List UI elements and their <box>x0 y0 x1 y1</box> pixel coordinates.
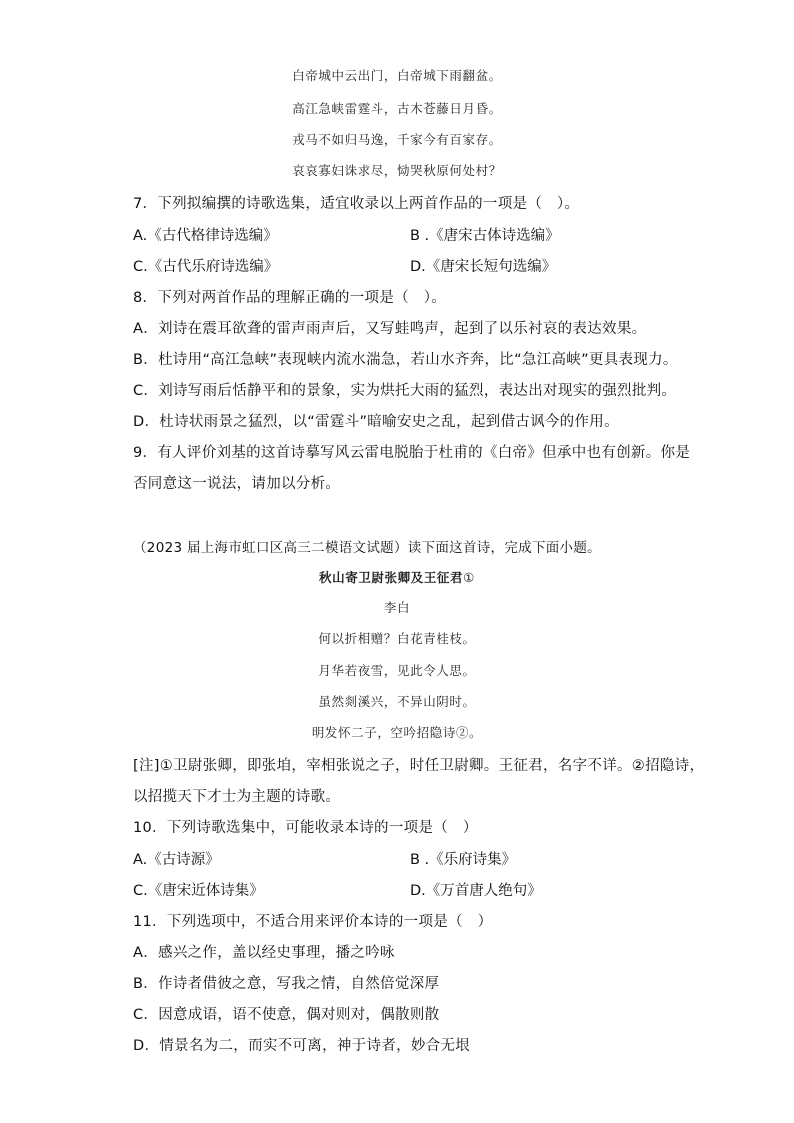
q10-option-b: B .《乐府诗集》 <box>410 852 517 868</box>
poem2-line-4 <box>0 723 794 741</box>
poem2-author: 李白 <box>383 600 411 615</box>
q10-option-c: C.《唐宋近体诗集》 <box>133 883 264 899</box>
poem2-title <box>0 568 794 586</box>
poem1-line-1: 白帝城中云出门，白帝城下雨翻盆。 <box>292 68 502 83</box>
poem1-line-4: 哀哀寡妇诛求尽，恸哭秋原何处村？ <box>292 163 502 178</box>
q9-line-2: 否同意这一说法，请加以分析。 <box>133 476 341 492</box>
q8-option-b: B．杜诗用“高江急峡”表现峡内流水湍急，若山水齐奔，比“急江高峡”更具表现力。 <box>133 352 678 368</box>
poem2-line-2: 月华若夜雪，见此令人思。 <box>318 663 476 678</box>
q11-stem: 11．下列选项中，不适合用来评价本诗的一项是（ ） <box>133 914 493 930</box>
q7-stem: 7．下列拟编撰的诗歌选集，适宜收录以上两首作品的一项是（ ）。 <box>133 196 580 212</box>
q7-option-a: A.《古代格律诗选编》 <box>133 228 278 244</box>
q10-option-d: D.《万首唐人绝句》 <box>410 883 542 899</box>
q10-option-a: A.《古诗源》 <box>133 852 220 868</box>
q9-line-1: 9．有人评价刘基的这首诗摹写风云雷电脱胎于杜甫的《白帝》但承中也有创新。你是 <box>133 445 691 461</box>
poem2-note-line-2: 以招揽天下才士为主题的诗歌。 <box>133 789 341 805</box>
q11-option-a: A．感兴之作，盖以经史事理，播之吟咏 <box>133 945 395 961</box>
q8-option-d: D．杜诗状雨景之猛烈，以“雷霆斗”暗喻安史之乱，起到借古讽今的作用。 <box>133 414 619 430</box>
poem2-line-4-text: 明发怀二子，空吟招隐诗 <box>311 725 456 740</box>
q10-stem: 10．下列诗歌选集中，可能收录本诗的一项是（ ） <box>133 820 478 836</box>
q11-option-d: D．情景名为二，而实不可离，神于诗者，妙合无垠 <box>133 1038 471 1054</box>
q11-option-b: B．作诗者借彼之意，写我之情，自然倍觉深厚 <box>133 976 440 992</box>
q11-option-c: C．因意成语，语不使意，偶对则对，偶散则散 <box>133 1007 440 1023</box>
q7-option-d: D.《唐宋长短句选编》 <box>410 259 557 275</box>
poem2-title-mark: ① <box>463 570 475 585</box>
poem2-title-text: 秋山寄卫尉张卿及王征君 <box>319 570 464 585</box>
poem1-line-3: 戎马不如归马逸，千家今有百家存。 <box>292 132 502 147</box>
poem2-line-1: 何以折相赠？白花青桂枝。 <box>318 631 476 646</box>
q7-option-b: B .《唐宋古体诗选编》 <box>410 228 560 244</box>
poem2-line-4-end: 。 <box>469 725 483 740</box>
q8-stem: 8．下列对两首作品的理解正确的一项是（ ）。 <box>133 290 447 306</box>
section2-intro: （2023 届上海市虹口区高三二模语文试题）读下面这首诗，完成下面小题。 <box>133 540 601 556</box>
q8-option-a: A．刘诗在震耳欲聋的雷声雨声后，又写蛙鸣声，起到了以乐衬哀的表达效果。 <box>133 321 647 337</box>
poem2-line-4-mark: ② <box>455 725 470 740</box>
q8-option-c: C．刘诗写雨后恬静平和的景象，实为烘托大雨的猛烈，表达出对现实的强烈批判。 <box>133 383 677 399</box>
q7-option-c: C.《古代乐府诗选编》 <box>133 259 279 275</box>
poem2-note-line-1: [注]①卫尉张卿，即张垍，宰相张说之子，时任卫尉卿。王征君，名字不详。②招隐诗， <box>133 758 705 774</box>
poem1-line-2: 高江急峡雷霆斗，古木苍藤日月昏。 <box>292 101 502 116</box>
poem2-line-3: 虽然剡溪兴，不异山阴时。 <box>318 694 476 709</box>
